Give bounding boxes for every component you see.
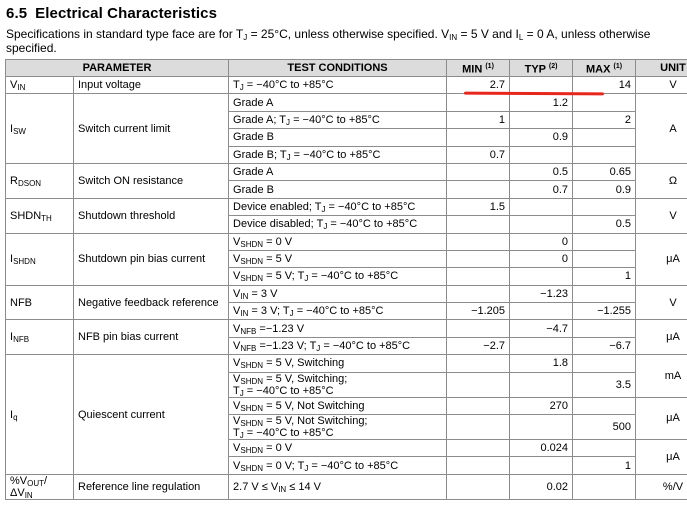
max-cell: 3.5 (573, 372, 636, 397)
max-cell: −1.255 (573, 303, 636, 320)
unit-cell: V (636, 285, 687, 320)
max-cell: 1 (573, 457, 636, 474)
min-cell (447, 474, 510, 499)
max-cell: 14 (573, 77, 636, 94)
table-row (6, 163, 687, 180)
typ-cell: 0 (510, 233, 573, 250)
min-cell (447, 163, 510, 180)
condition-cell: $V_{SHDN} = 5$ V, Not Switching; $T_J = -40^\circ C$ to +85°C (229, 415, 447, 440)
section-heading (6, 5, 217, 22)
min-cell (447, 440, 510, 457)
min-cell: 1 (447, 111, 510, 128)
condition-cell: $V_{SHDN} = 5$ V; $T_J = -40^\circ C$ to +85°C (229, 268, 447, 285)
typ-cell: −4.7 (510, 320, 573, 337)
condition-cell: $V_{SHDN} = 5$ V, Switching; $T_J = -40^\circ C$ to +85°C (229, 372, 447, 397)
typ-cell: 1.8 (510, 355, 573, 372)
max-cell (573, 474, 636, 499)
typ-cell: 1.2 (510, 94, 573, 111)
unit-cell: Ω (636, 163, 687, 198)
min-cell (447, 94, 510, 111)
typ-cell (510, 216, 573, 233)
condition-cell: Grade A (229, 163, 447, 180)
min-cell (447, 129, 510, 146)
min-cell (447, 250, 510, 267)
typ-cell (510, 337, 573, 354)
min-cell: 0.7 (447, 146, 510, 163)
max-cell: 0.65 (573, 163, 636, 180)
typ-cell: 0 (510, 250, 573, 267)
max-cell (573, 129, 636, 146)
min-cell (447, 233, 510, 250)
header-max: MAX $^{(1)}$ (573, 60, 636, 77)
header-parameter: PARAMETER (6, 60, 229, 77)
condition-cell: $T_J = -40^\circ C$ to +85°C (229, 77, 447, 94)
condition-cell: $V_{SHDN} = 0$ V (229, 233, 447, 250)
symbol-cell: $I_q$ (6, 355, 74, 475)
min-cell (447, 320, 510, 337)
max-cell (573, 233, 636, 250)
typ-cell: 270 (510, 397, 573, 414)
typ-cell (510, 146, 573, 163)
parameter-cell: Shutdown threshold (74, 198, 229, 233)
unit-cell: μA (636, 320, 687, 355)
typ-cell: 0.02 (510, 474, 573, 499)
symbol-cell: $SHDN_{TH}$ (6, 198, 74, 233)
typ-cell (510, 415, 573, 440)
header-conditions: TEST CONDITIONS (229, 60, 447, 77)
symbol-cell: $R_{DSON}$ (6, 163, 74, 198)
min-cell (447, 397, 510, 414)
table-row (6, 474, 687, 499)
min-cell (447, 415, 510, 440)
max-cell (573, 146, 636, 163)
symbol-cell: $I_{SW}$ (6, 94, 74, 164)
min-cell (447, 372, 510, 397)
condition-cell: $V_{NFB} =-1.23$ V (229, 320, 447, 337)
condition-cell: $V_{SHDN} = 0$ V (229, 440, 447, 457)
unit-cell: %/V (636, 474, 687, 499)
symbol-cell: NFB (6, 285, 74, 320)
min-cell: 1.5 (447, 198, 510, 215)
table-row (6, 233, 687, 250)
parameter-cell: Quiescent current (74, 355, 229, 475)
max-cell: 0.9 (573, 181, 636, 198)
parameter-cell: NFB pin bias current (74, 320, 229, 355)
condition-cell: $V_{SHDN} = 5$ V (229, 250, 447, 267)
typ-cell: 0.7 (510, 181, 573, 198)
condition-cell: Grade A; $T_J = -40^\circ C$ to +85°C (229, 111, 447, 128)
table-row (6, 94, 687, 111)
condition-cell: $V_{NFB} =-1.23$ V; $T_J = -40^\circ C$ to +85°C (229, 337, 447, 354)
symbol-cell: $\%V_{OUT}/$ $\Delta V_{IN}$ (6, 474, 74, 499)
condition-cell: $V_{IN} = 3$ V (229, 285, 447, 302)
table-row (6, 320, 687, 337)
table-row (6, 198, 687, 215)
typ-cell (510, 198, 573, 215)
section-number: 6.5 (6, 5, 28, 22)
header-unit: UNIT (636, 60, 687, 77)
intro-paragraph: Specifications in standard type face are for $T_J = 25^\circ C$, unless otherwise specified. $V_{IN} = 5$ V and $I_L = 0$ A, unless otherwise specified. (6, 27, 651, 55)
condition-cell: $V_{SHDN} = 0$ V; $T_J = -40^\circ C$ to +85°C (229, 457, 447, 474)
unit-cell: V (636, 77, 687, 94)
electrical-characteristics-table (5, 59, 687, 500)
min-cell: −2.7 (447, 337, 510, 354)
typ-cell (510, 268, 573, 285)
condition-cell: Grade B (229, 181, 447, 198)
min-cell (447, 181, 510, 198)
min-cell (447, 285, 510, 302)
parameter-cell: Switch current limit (74, 94, 229, 164)
condition-cell: Grade B; $T_J = -40^\circ C$ to +85°C (229, 146, 447, 163)
min-cell: −1.205 (447, 303, 510, 320)
max-cell (573, 397, 636, 414)
typ-cell: 0.024 (510, 440, 573, 457)
max-cell (573, 440, 636, 457)
max-cell (573, 198, 636, 215)
table-row (6, 355, 687, 372)
condition-cell: Device disabled; $T_J = -40^\circ C$ to +85°C (229, 216, 447, 233)
condition-cell: Grade B (229, 129, 447, 146)
condition-cell: 2.7 $V \le V_{IN} \le 14$ V (229, 474, 447, 499)
condition-cell: Grade A (229, 94, 447, 111)
unit-cell: μA (636, 233, 687, 285)
min-cell (447, 457, 510, 474)
section-title: Electrical Characteristics (35, 5, 218, 22)
typ-cell (510, 372, 573, 397)
max-cell (573, 320, 636, 337)
max-cell: 2 (573, 111, 636, 128)
unit-cell: μA (636, 440, 687, 475)
symbol-cell: $I_{SHDN}$ (6, 233, 74, 285)
table-row (6, 285, 687, 302)
header-min: MIN $^{(1)}$ (447, 60, 510, 77)
typ-cell: −1.23 (510, 285, 573, 302)
max-cell (573, 250, 636, 267)
max-cell: 0.5 (573, 216, 636, 233)
min-cell: 2.7 (447, 77, 510, 94)
condition-cell: $V_{SHDN} = 5$ V, Switching (229, 355, 447, 372)
unit-cell: V (636, 198, 687, 233)
typ-cell (510, 303, 573, 320)
parameter-cell: Shutdown pin bias current (74, 233, 229, 285)
unit-cell: mA (636, 355, 687, 397)
unit-cell: A (636, 94, 687, 164)
parameter-cell: Negative feedback reference (74, 285, 229, 320)
max-cell (573, 355, 636, 372)
header-row (6, 60, 687, 77)
symbol-cell: $V_{IN}$ (6, 77, 74, 94)
typ-cell (510, 111, 573, 128)
typ-cell: 0.5 (510, 163, 573, 180)
parameter-cell: Switch ON resistance (74, 163, 229, 198)
condition-cell: $V_{IN} = 3$ V; $T_J = -40^\circ C$ to +85°C (229, 303, 447, 320)
max-cell: 1 (573, 268, 636, 285)
min-cell (447, 216, 510, 233)
max-cell: 500 (573, 415, 636, 440)
max-cell (573, 285, 636, 302)
typ-cell: 0.9 (510, 129, 573, 146)
condition-cell: Device enabled; $T_J = -40^\circ C$ to +85°C (229, 198, 447, 215)
typ-cell (510, 457, 573, 474)
min-cell (447, 355, 510, 372)
condition-cell: $V_{SHDN} = 5$ V, Not Switching (229, 397, 447, 414)
min-cell (447, 268, 510, 285)
symbol-cell: $I_{NFB}$ (6, 320, 74, 355)
unit-cell: μA (636, 397, 687, 439)
parameter-cell: Reference line regulation (74, 474, 229, 499)
max-cell: −6.7 (573, 337, 636, 354)
parameter-cell: Input voltage (74, 77, 229, 94)
max-cell (573, 94, 636, 111)
header-typ: TYP $^{(2)}$ (510, 60, 573, 77)
